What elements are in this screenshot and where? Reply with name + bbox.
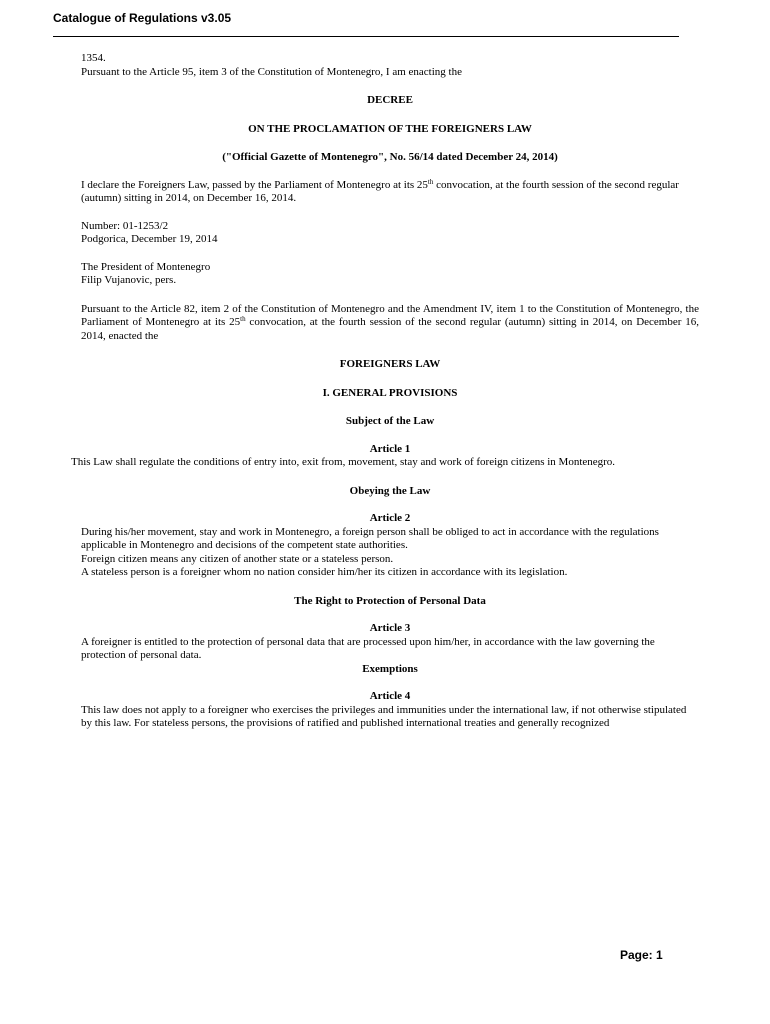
enactment-text-end: convocation, at the fourth session of the second regular (autumn) sitting in 2014, on December 16, 2014, enacted the bbox=[81, 316, 699, 342]
article-2-title: Article 2 bbox=[369, 512, 411, 524]
page-number: Page: 1 bbox=[620, 948, 663, 962]
article-1-title: Article 1 bbox=[369, 442, 411, 455]
chapter-title: I. GENERAL PROVISIONS bbox=[322, 386, 458, 399]
place-and-date: Podgorica, December 19, 2014 bbox=[81, 233, 218, 245]
president-name: Filip Vujanovic, pers. bbox=[81, 274, 177, 286]
privacy-heading: The Right to Protection of Personal Data bbox=[294, 594, 486, 607]
regulation-number: 1354. bbox=[81, 52, 106, 64]
document-body bbox=[71, 52, 699, 731]
exemptions-heading: Exemptions bbox=[362, 662, 418, 675]
law-title: FOREIGNERS LAW bbox=[339, 358, 441, 370]
header-divider bbox=[53, 36, 679, 37]
article-2-text-3: A stateless person is a foreigner whom no nation consider him/her its citizen in accordance with its legislation. bbox=[81, 566, 568, 578]
obeying-heading: Obeying the Law bbox=[349, 484, 431, 497]
decree-subtitle: ON THE PROCLAMATION OF THE FOREIGNERS LAW bbox=[248, 122, 532, 135]
declaration-ordinal: th bbox=[427, 177, 434, 186]
article-2-text-2: Foreign citizen means any citizen of another state or a stateless person. bbox=[81, 552, 394, 565]
declaration-text-start: I declare the Foreigners Law, passed by the Parliament of Montenegro at its 25 bbox=[81, 178, 428, 191]
article-4-text: This law does not apply to a foreigner who exercises the privileges and immunities under the international law, if not otherwise stipulated by this law. For stateless persons, the provisions of ratified and published international treaties and generally recognized bbox=[81, 703, 687, 729]
declaration-text-end: convocation, at the fourth session of the second regular (autumn) sitting in 2014, on December 16, 2014. bbox=[81, 178, 679, 204]
enactment-text-start: Pursuant to the Article 82, item 2 of the Constitution of Montenegro and the Amendment IV, item 1 to the Constitution of Montenegro, the Parliament of Montenegro at its 25 bbox=[81, 302, 699, 328]
article-3-text: A foreigner is entitled to the protection of personal data that are processed upon him/her, in accordance with the law governing the protection of personal data. bbox=[81, 635, 655, 661]
enactment-ordinal: th bbox=[240, 315, 246, 323]
article-4-title: Article 4 bbox=[369, 690, 411, 702]
article-2-text-1: During his/her movement, stay and work in Montenegro, a foreign person shall be obliged to act in accordance with the regulations applicable in Montenegro and decisions of the competent state authorities. bbox=[81, 525, 659, 551]
decree-number: Number: 01-1253/2 bbox=[81, 219, 169, 232]
decree-title: DECREE bbox=[367, 94, 413, 106]
intro-paragraph: Pursuant to the Article 95, item 3 of the Constitution of Montenegro, I am enacting the bbox=[81, 65, 462, 78]
subject-heading: Subject of the Law bbox=[345, 415, 435, 427]
enactment-paragraph bbox=[81, 303, 699, 344]
gazette-reference: ("Official Gazette of Montenegro", No. 56/14 dated December 24, 2014) bbox=[222, 151, 558, 163]
article-1-text: This Law shall regulate the conditions of entry into, exit from, movement, stay and work of foreign citizens in Montenegro. bbox=[71, 456, 616, 468]
document-header-title: Catalogue of Regulations v3.05 bbox=[53, 11, 232, 25]
declaration-paragraph bbox=[81, 179, 699, 206]
article-3-title: Article 3 bbox=[369, 622, 411, 634]
president-title: The President of Montenegro bbox=[81, 260, 211, 273]
